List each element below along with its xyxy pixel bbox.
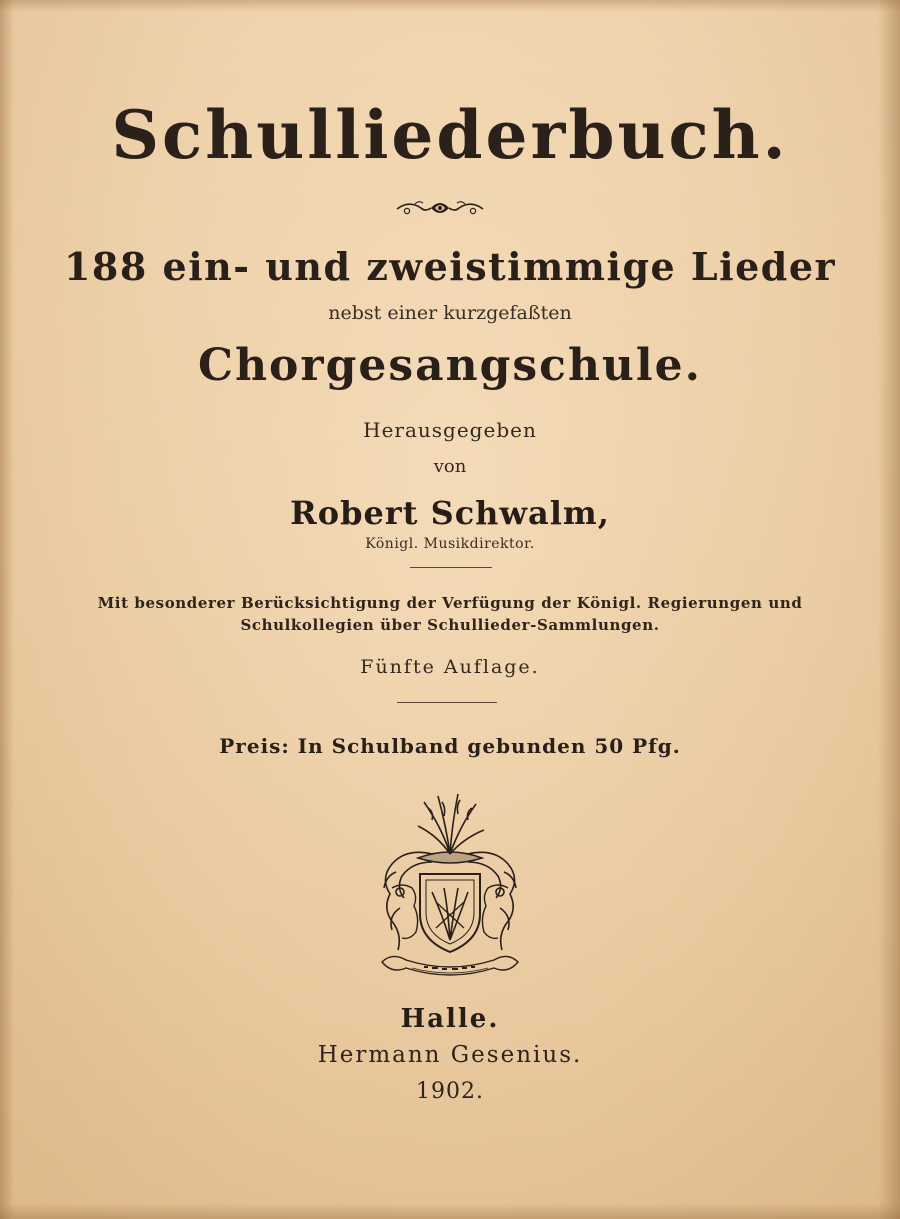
publisher-emblem-icon xyxy=(372,792,528,980)
price-label: Preis: In Schulband gebunden 50 Pfg. xyxy=(219,734,681,758)
note-line-2: Schulkollegien über Schullieder-Sammlungen. xyxy=(240,616,660,634)
divider-rule xyxy=(397,702,497,703)
fleuron-ornament-icon xyxy=(395,196,485,220)
divider-rule xyxy=(410,567,492,568)
note-line-1: Mit besonderer Berücksichtigung der Verfügung der Königl. Regierungen und xyxy=(97,594,803,612)
author-role: Königl. Musikdirektor. xyxy=(365,536,535,552)
author-name: Robert Schwalm, xyxy=(290,494,610,532)
book-subtitle: 188 ein- und zweistimmige Lieder xyxy=(63,244,837,289)
edition-label: Fünfte Auflage. xyxy=(360,656,540,678)
subtitle-main: Chorgesangschule. xyxy=(198,340,702,391)
publication-year: 1902. xyxy=(416,1079,484,1104)
page-edge-top xyxy=(0,0,900,12)
book-title: Schulliederbuch. xyxy=(111,96,789,174)
page-edge-bottom xyxy=(0,1203,900,1219)
subtitle-connector: nebst einer kurzgefaßten xyxy=(328,302,572,324)
publisher-name: Hermann Gesenius. xyxy=(317,1042,583,1068)
editor-note: Herausgegeben xyxy=(363,418,537,442)
by-word: von xyxy=(433,456,467,477)
publication-place: Halle. xyxy=(400,1004,500,1034)
